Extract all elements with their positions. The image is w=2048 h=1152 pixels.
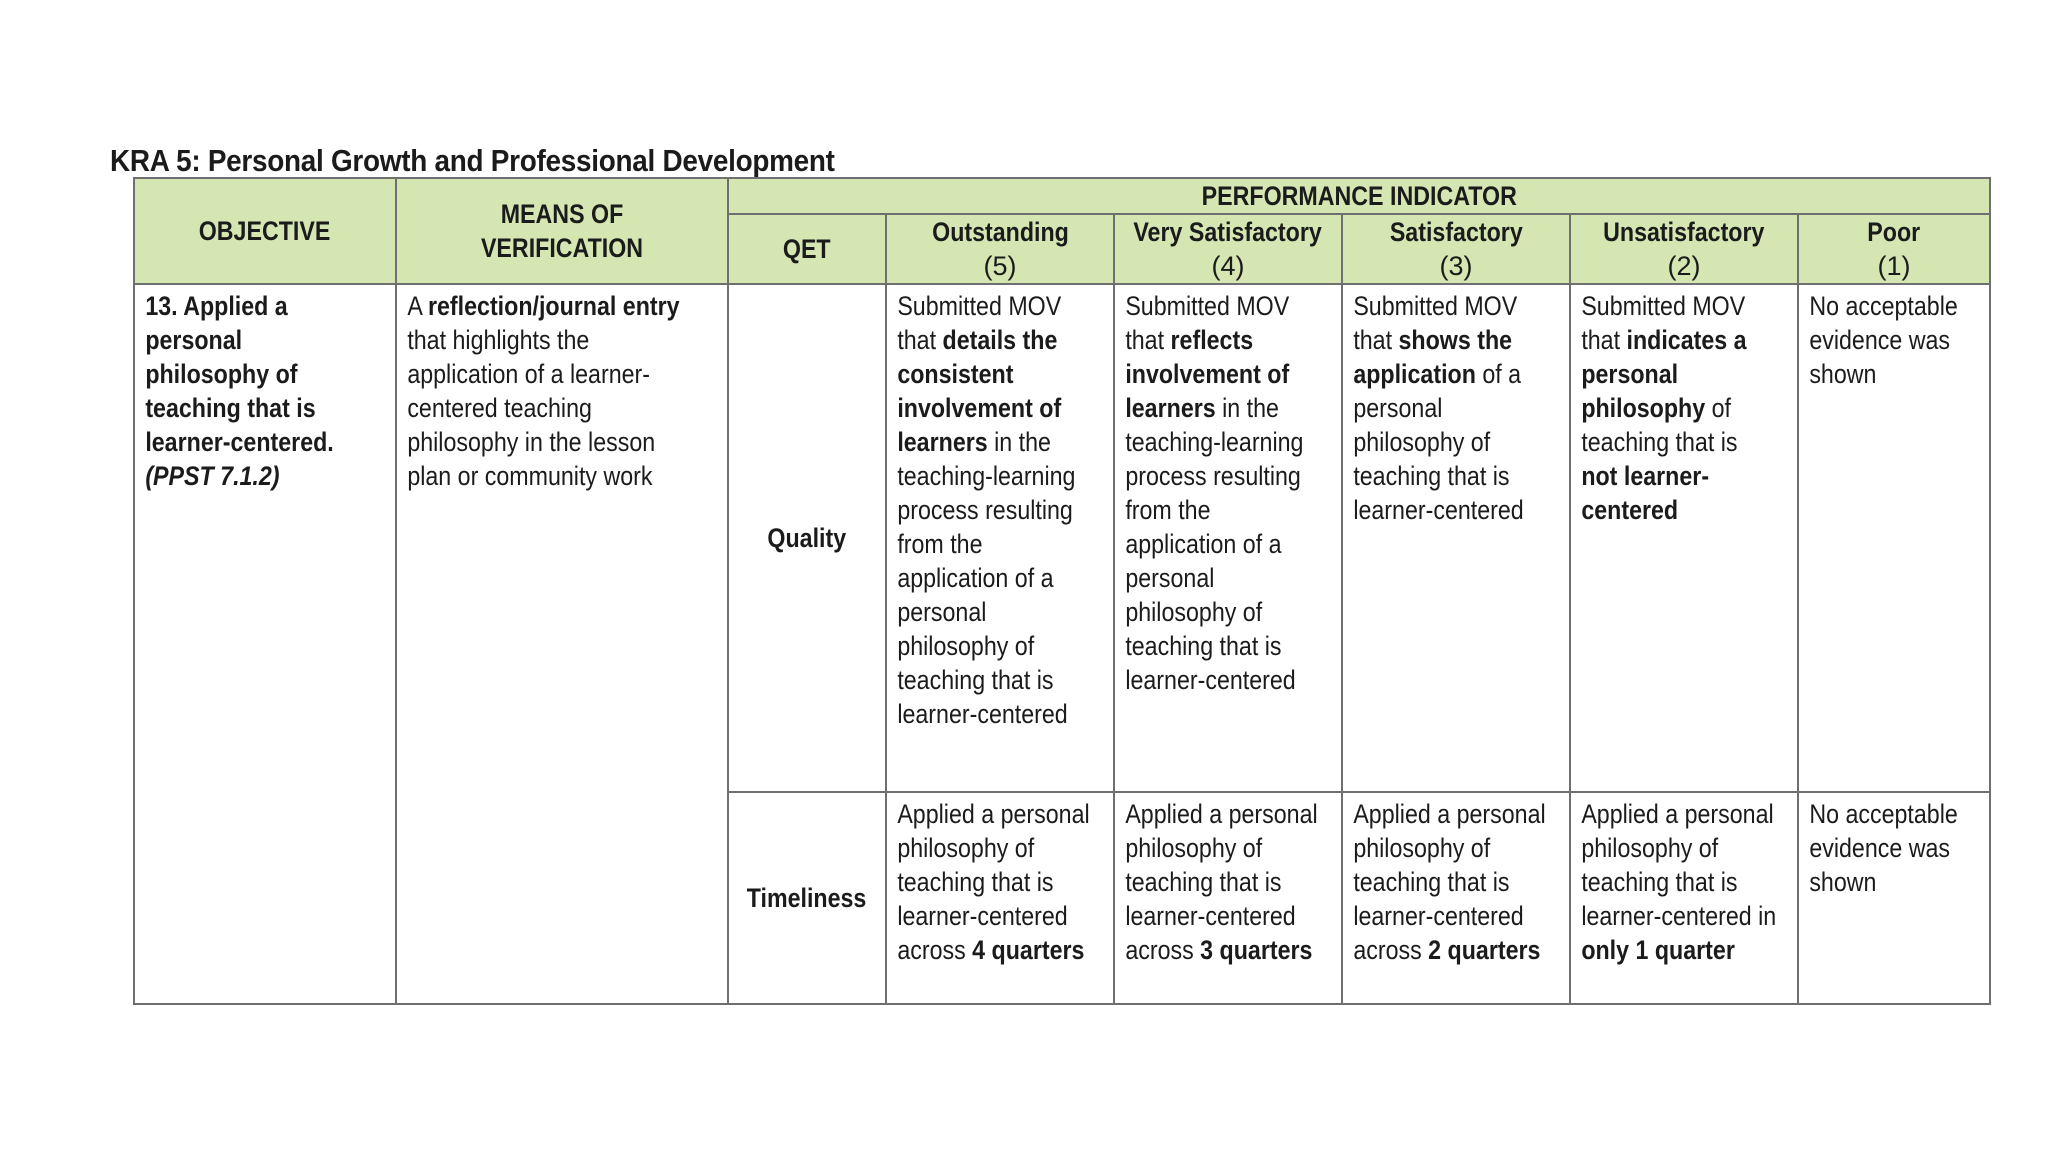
means-cell: A reflection/journal entry that highlights the application of a learner-centered teaching philosophy in the lesson plan or community work — [396, 284, 728, 1004]
page-title: KRA 5: Personal Growth and Professional Development — [110, 143, 835, 178]
performance-indicator-header: PERFORMANCE INDICATOR — [728, 178, 1990, 214]
level-header-very-satisfactory: Very Satisfactory (4) — [1114, 214, 1342, 284]
level-header-unsatisfactory: Unsatisfactory (2) — [1570, 214, 1798, 284]
timeliness-outstanding: Applied a personal philosophy of teaching that is learner-centered across 4 quarters — [886, 792, 1114, 1004]
quality-poor: No acceptable evidence was shown — [1798, 284, 1990, 792]
header-row-top — [134, 178, 1990, 214]
timeliness-satisfactory: Applied a personal philosophy of teaching that is learner-centered across 2 quarters — [1342, 792, 1570, 1004]
qet-header: QET — [728, 214, 886, 284]
qet-quality: Quality — [728, 284, 886, 792]
quality-row — [134, 284, 1990, 792]
quality-outstanding: Submitted MOV that details the consistent involvement of learners in the teaching-learning process resulting from the application of a personal philosophy of teaching that is learner-centered — [886, 284, 1114, 792]
means-header: MEANS OF VERIFICATION — [396, 178, 728, 284]
quality-satisfactory: Submitted MOV that shows the application of a personal philosophy of teaching that is learner-centered — [1342, 284, 1570, 792]
timeliness-poor: No acceptable evidence was shown — [1798, 792, 1990, 1004]
timeliness-very-satisfactory: Applied a personal philosophy of teaching that is learner-centered across 3 quarters — [1114, 792, 1342, 1004]
objective-cell: 13. Applied a personal philosophy of teaching that is learner-centered. (PPST 7.1.2) — [134, 284, 396, 1004]
quality-very-satisfactory: Submitted MOV that reflects involvement of learners in the teaching-learning process resulting from the application of a personal philosophy of teaching that is learner-centered — [1114, 284, 1342, 792]
level-header-poor: Poor (1) — [1798, 214, 1990, 284]
level-header-satisfactory: Satisfactory (3) — [1342, 214, 1570, 284]
qet-timeliness: Timeliness — [728, 792, 886, 1004]
objective-header: OBJECTIVE — [134, 178, 396, 284]
quality-unsatisfactory: Submitted MOV that indicates a personal philosophy of teaching that is not learner-centered — [1570, 284, 1798, 792]
timeliness-unsatisfactory: Applied a personal philosophy of teaching that is learner-centered in only 1 quarter — [1570, 792, 1798, 1004]
level-header-outstanding: Outstanding (5) — [886, 214, 1114, 284]
rubric-table — [133, 177, 1991, 1005]
